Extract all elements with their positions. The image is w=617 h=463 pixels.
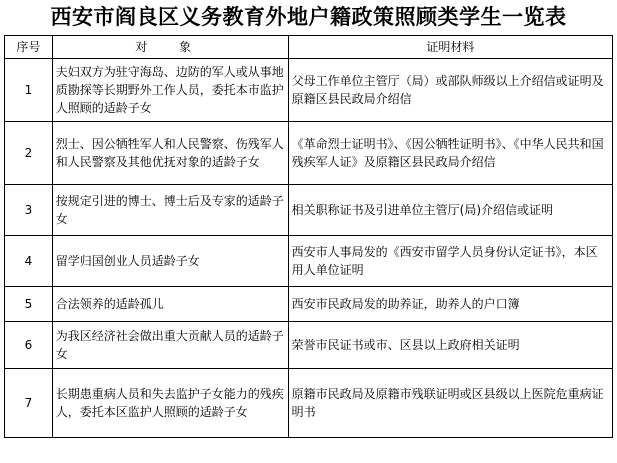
header-materials: 证明材料 [288,36,612,59]
row-object: 烈士、因公牺牲军人和人民警察、伤残军人和人民警察及其他优抚对象的适龄子女 [52,122,288,185]
page-title: 西安市阎良区义务教育外地户籍政策照顾类学生一览表 [50,5,567,29]
policy-table [4,35,613,438]
row-materials: 《革命烈士证明书》、《因公牺牲证明书》、《中华人民共和国残疾军人证》及原籍区县民政局介绍信 [288,122,612,185]
table-row [5,236,613,287]
row-number: 7 [5,369,53,438]
header-no: 序号 [5,36,53,59]
table-row [5,59,613,122]
row-materials: 父母工作单位主管厅（局）或部队师级以上介绍信或证明及原籍区县民政局介绍信 [288,59,612,122]
table-row [5,369,613,438]
header-object: 对 象 [52,36,288,59]
table-row [5,185,613,236]
row-number: 2 [5,122,53,185]
row-object: 夫妇双方为驻守海岛、边防的军人或从事地质勘探等长期野外工作人员，委托本市监护人照顾的适龄子女 [52,59,288,122]
table-header-row [5,36,613,59]
row-object: 按规定引进的博士、博士后及专家的适龄子女 [52,185,288,236]
row-number: 4 [5,236,53,287]
row-number: 1 [5,59,53,122]
row-materials: 相关职称证书及引进单位主管厅(局)介绍信或证明 [288,185,612,236]
table-row [5,287,613,322]
row-materials: 西安市人事局发的《西安市留学人员身份认定证书》，本区用人单位证明 [288,236,612,287]
row-object: 长期患重病人员和失去监护子女能力的残疾人，委托本区监护人照顾的适龄子女 [52,369,288,438]
row-object: 合法领养的适龄孤儿 [52,287,288,322]
row-materials: 西安市民政局发的助养证，助养人的户口簿 [288,287,612,322]
row-object: 留学归国创业人员适龄子女 [52,236,288,287]
row-number: 3 [5,185,53,236]
row-object: 为我区经济社会做出重大贡献人员的适龄子女 [52,322,288,369]
row-materials: 荣誉市民证书或市、区县以上政府相关证明 [288,322,612,369]
table-row [5,322,613,369]
row-number: 6 [5,322,53,369]
row-materials: 原籍市民政局及原籍市残联证明或区县级以上医院危重病证明书 [288,369,612,438]
table-row [5,122,613,185]
row-number: 5 [5,287,53,322]
